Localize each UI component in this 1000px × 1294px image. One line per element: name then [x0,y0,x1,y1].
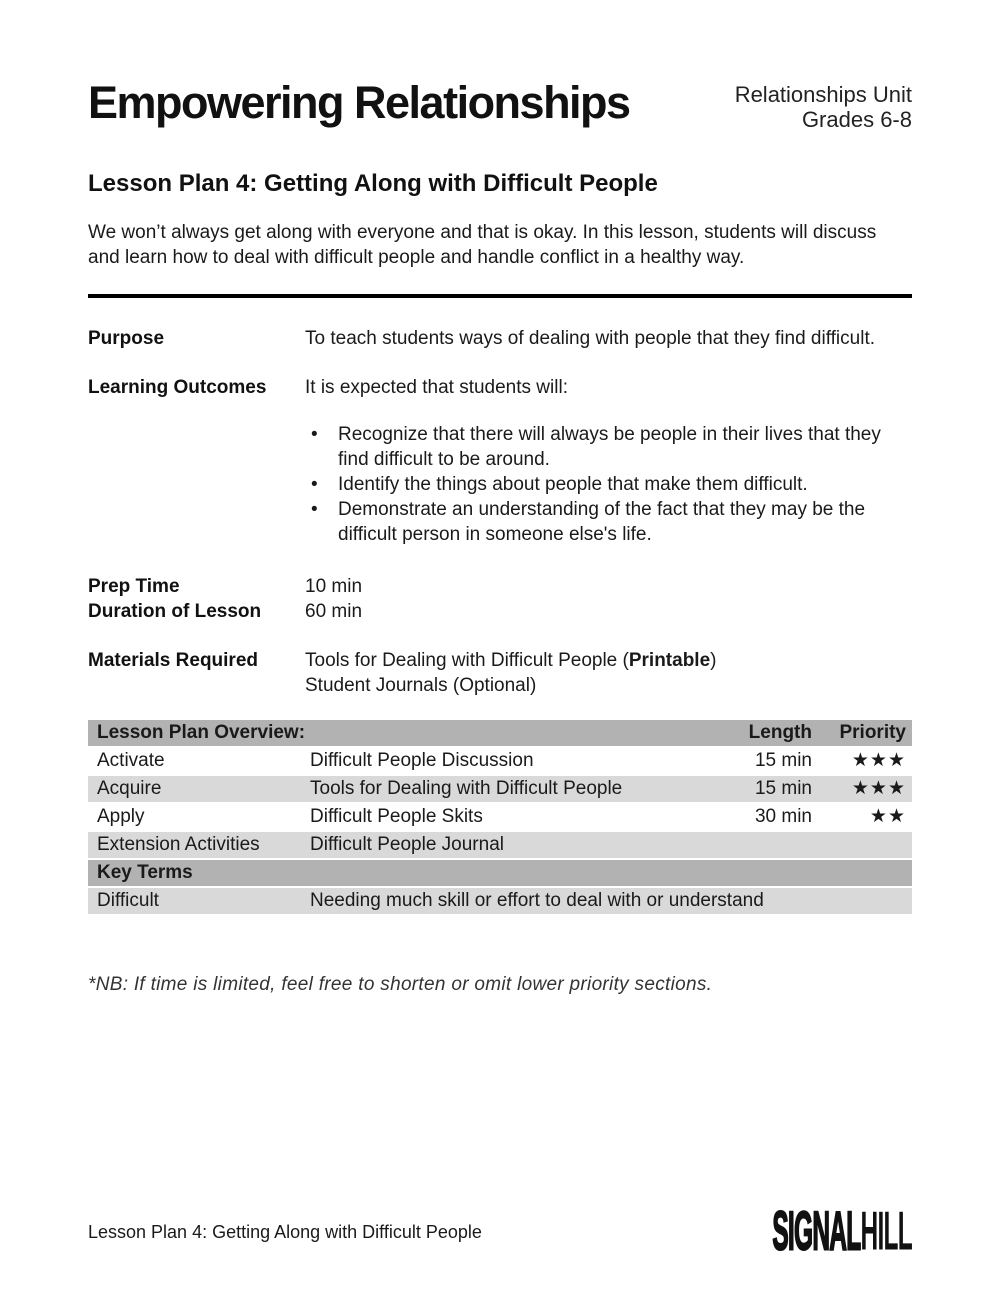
footer-lesson-title: Lesson Plan 4: Getting Along with Difficult People [88,1222,482,1242]
outcomes-intro: It is expected that students will: [305,377,568,398]
priority-stars: ★★★ [851,750,906,771]
table-row [88,804,912,832]
divider-rule [88,294,912,298]
length-cell: 15 min [754,750,812,771]
logo-signal-text: SIGNAL [772,1200,861,1263]
materials-item-journals: Student Journals (Optional) [305,675,537,696]
priority-stars [812,833,912,857]
materials-label: Materials Required [88,650,258,671]
materials-bold-text: Printable [628,650,711,671]
phase-cell: Apply [97,806,145,827]
phase-cell: Activate [97,750,165,771]
column-header-length: Length [748,722,812,743]
materials-text: ) [710,650,717,671]
prep-time-row [88,574,912,599]
prep-time-label: Prep Time [88,576,180,597]
lesson-heading: Lesson Plan 4: Getting Along with Difficult People [88,170,658,197]
definition-cell: Needing much skill or effort to deal with or understand [310,890,764,911]
logo-hill-text: HILL [860,1200,912,1263]
table-row [88,748,912,776]
activity-cell: Tools for Dealing with Difficult People [310,778,623,799]
outcomes-label: Learning Outcomes [88,377,267,398]
key-terms-header-row [88,860,912,888]
key-terms-title: Key Terms [97,862,193,883]
activity-cell: Difficult People Discussion [310,750,534,771]
priority-stars: ★★ [869,806,906,827]
materials-text: Tools for Dealing with Difficult People ( [305,650,629,671]
table-row [88,776,912,804]
materials-row [88,648,912,698]
unit-info [735,78,912,132]
length-cell: 15 min [754,778,812,799]
activity-cell: Difficult People Journal [310,834,504,855]
purpose-label: Purpose [88,328,165,349]
nb-note: *NB: If time is limited, feel free to shorten or omit lower priority sections. [88,974,713,995]
lesson-plan-overview-table [88,720,912,916]
term-cell: Difficult [97,890,159,911]
table-header-row [88,720,912,748]
key-term-row [88,888,912,916]
page-title: Empowering Relationships [88,77,630,128]
phase-cell: Extension Activities [97,834,260,855]
outcome-item: • Demonstrate an understanding of the fact that they may be the difficult person in someone else's life. [305,497,912,547]
prep-time-value: 10 min [305,576,363,597]
length-cell: 30 min [754,806,812,827]
document-footer [88,1200,912,1263]
duration-value: 60 min [305,601,363,622]
outcome-item: • Recognize that there will always be people in their lives that they find difficult to be around. [305,422,912,472]
column-header-priority: Priority [839,722,906,743]
grade-range: Grades 6-8 [801,107,912,132]
phase-cell: Acquire [97,778,162,799]
purpose-value: To teach students ways of dealing with people that they find difficult. [305,328,875,349]
outcomes-list [305,422,912,547]
outcomes-row [88,375,912,547]
activity-cell: Difficult People Skits [310,806,483,827]
length-cell [717,833,812,857]
document-header [88,0,912,132]
materials-item-printable [305,648,912,673]
priority-stars: ★★★ [851,778,906,799]
table-row [88,832,912,860]
purpose-row [88,326,912,351]
table-title: Lesson Plan Overview: [97,722,306,743]
lesson-intro: We won’t always get along with everyone and that is okay. In this lesson, students will discuss and learn how to deal with difficult people and handle conflict in a healthy way. [88,222,877,268]
materials-value [305,648,912,698]
duration-row [88,599,912,624]
outcome-item: • Identify the things about people that make them difficult. [305,472,912,497]
outcomes-value [305,375,912,547]
unit-name: Relationships Unit [734,82,912,107]
signalhill-logo [772,1201,912,1264]
duration-label: Duration of Lesson [88,601,262,622]
lesson-details [88,326,912,698]
